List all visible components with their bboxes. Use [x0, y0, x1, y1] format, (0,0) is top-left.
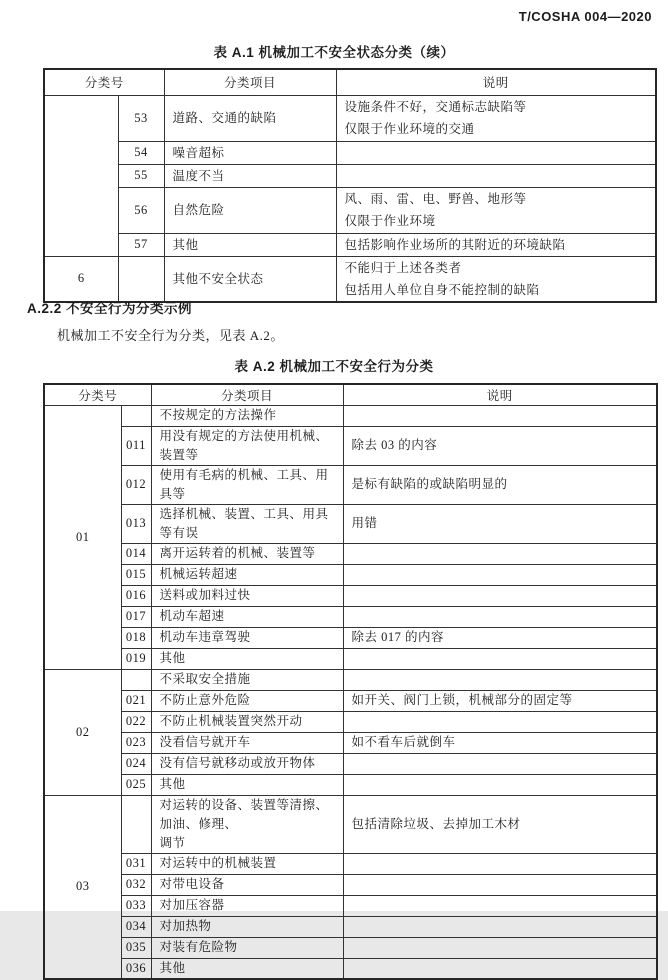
item-cell [151, 504, 343, 543]
item-cell [164, 95, 336, 141]
class-sub-number-cell: 56 [118, 187, 164, 233]
item-line: 对运转的设备、装置等清擦、加油、修理、 [159, 797, 329, 831]
class-sub-number-cell: 021 [121, 690, 151, 711]
item-cell [151, 585, 343, 606]
description-line: 设施条件不好，交通标志缺陷等 [344, 100, 527, 114]
item-line: 机械运转超速 [159, 567, 238, 581]
description-line: 风、雨、雷、电、野兽、地形等 [344, 192, 527, 206]
description-cell [343, 564, 657, 585]
item-cell [151, 648, 343, 669]
class-sub-number-cell [121, 669, 151, 690]
table-row [44, 669, 657, 690]
item-cell [151, 795, 343, 853]
class-sub-number-cell: 024 [121, 753, 151, 774]
table-row [44, 564, 657, 585]
description-cell [343, 543, 657, 564]
class-sub-number-cell: 013 [121, 504, 151, 543]
class-sub-number-cell: 017 [121, 606, 151, 627]
table-row [44, 543, 657, 564]
table-row [44, 874, 657, 895]
item-line: 对带电设备 [159, 877, 225, 891]
item-line: 其他 [172, 237, 199, 252]
item-line: 对运转中的机械装置 [159, 856, 277, 870]
item-line: 其他不安全状态 [172, 271, 264, 286]
class-group-number-cell: 03 [44, 795, 121, 979]
description-cell [343, 405, 657, 426]
description-cell [343, 627, 657, 648]
class-sub-number-cell: 022 [121, 711, 151, 732]
table-row [44, 405, 657, 426]
table-row [44, 732, 657, 753]
table-row [44, 585, 657, 606]
item-line: 其他 [159, 777, 186, 791]
description-line: 不能归于上述各类者 [344, 260, 462, 275]
doc-number: T/COSHA 004—2020 [518, 9, 652, 24]
table-row [44, 627, 657, 648]
table-a1-title: 表 A.1 机械加工不安全状态分类（续） [213, 45, 455, 60]
item-cell [151, 774, 343, 795]
class-sub-number-cell: 032 [121, 874, 151, 895]
class-sub-number-cell: 016 [121, 585, 151, 606]
item-cell [151, 426, 343, 465]
item-line: 自然危险 [172, 203, 225, 217]
table-row [44, 465, 657, 504]
item-cell [151, 937, 343, 958]
class-sub-number-cell: 019 [121, 648, 151, 669]
item-line: 机动车超速 [159, 609, 225, 623]
item-cell [151, 465, 343, 504]
description-cell [343, 853, 657, 874]
description-line: 用错 [351, 516, 378, 530]
item-line: 使用有毛病的机械、工具、用具等 [159, 467, 329, 501]
description-cell [343, 895, 657, 916]
item-cell [151, 669, 343, 690]
item-cell [151, 606, 343, 627]
table-a2 [43, 383, 658, 980]
item-cell [151, 753, 343, 774]
table-row [44, 504, 657, 543]
column-header: 说明 [343, 384, 657, 405]
description-line: 除去 017 的内容 [351, 630, 445, 644]
description-line: 包括用人单位自身不能控制的缺陷 [344, 282, 540, 297]
column-header: 说明 [336, 69, 656, 95]
class-sub-number-cell: 54 [118, 141, 164, 164]
item-line: 其他 [159, 960, 186, 975]
class-sub-number-cell: 031 [121, 853, 151, 874]
description-cell [336, 141, 656, 164]
description-cell [343, 711, 657, 732]
item-cell [151, 916, 343, 937]
item-cell [151, 874, 343, 895]
item-line: 不防止机械装置突然开动 [159, 714, 303, 728]
table-row [44, 795, 657, 853]
description-cell [343, 732, 657, 753]
class-sub-number-cell: 011 [121, 426, 151, 465]
item-cell [151, 732, 343, 753]
description-line: 包括清除垃圾、去掉加工木材 [351, 816, 521, 831]
class-sub-number-cell: 035 [121, 937, 151, 958]
description-line: 是标有缺陷的或缺陷明显的 [351, 477, 508, 491]
item-line: 用没有规定的方法使用机械、装置等 [159, 428, 329, 462]
description-cell [343, 690, 657, 711]
table-a1 [43, 68, 657, 303]
class-sub-number-cell: 036 [121, 958, 151, 979]
description-cell [343, 465, 657, 504]
class-group-number-cell: 6 [44, 256, 118, 302]
item-line: 道路、交通的缺陷 [172, 111, 277, 125]
item-line: 调节 [159, 835, 186, 850]
class-group-number-cell: 02 [44, 669, 121, 795]
column-header: 分类号 [44, 384, 151, 405]
item-cell [164, 164, 336, 187]
item-line: 不按规定的方法操作 [159, 408, 277, 422]
header-row [44, 69, 656, 95]
table-row [44, 774, 657, 795]
table-row [44, 895, 657, 916]
description-line: 如不看车后就倒车 [351, 735, 456, 749]
class-sub-number-cell: 55 [118, 164, 164, 187]
table-row [44, 916, 657, 937]
item-cell [151, 895, 343, 916]
description-cell [336, 187, 656, 233]
table-row [44, 937, 657, 958]
class-sub-number-cell: 53 [118, 95, 164, 141]
class-sub-number-cell: 015 [121, 564, 151, 585]
item-cell [164, 187, 336, 233]
table-row [44, 95, 656, 141]
class-sub-number-cell: 018 [121, 627, 151, 648]
class-sub-number-cell [121, 405, 151, 426]
table-row [44, 164, 656, 187]
section-paragraph: 机械加工不安全行为分类，见表 A.2。 [57, 328, 284, 343]
item-cell [151, 711, 343, 732]
item-cell [151, 543, 343, 564]
description-cell [343, 504, 657, 543]
item-cell [151, 564, 343, 585]
description-cell [343, 753, 657, 774]
class-group-number-cell [44, 95, 118, 256]
column-header: 分类项目 [164, 69, 336, 95]
description-cell [343, 774, 657, 795]
description-cell [336, 256, 656, 302]
description-cell [336, 95, 656, 141]
description-cell [343, 648, 657, 669]
description-cell [343, 958, 657, 979]
item-line: 离开运转着的机械、装置等 [159, 546, 316, 560]
item-line: 没看信号就开车 [159, 735, 251, 749]
section-heading: A.2.2 不安全行为分类示例 [27, 301, 193, 316]
item-cell [151, 690, 343, 711]
table-row [44, 141, 656, 164]
column-header: 分类项目 [151, 384, 343, 405]
item-line: 没有信号就移动或放开物体 [159, 756, 316, 770]
description-cell [343, 669, 657, 690]
item-cell [164, 141, 336, 164]
item-cell [151, 958, 343, 979]
table-a2-title: 表 A.2 机械加工不安全行为分类 [234, 359, 434, 374]
class-sub-number-cell: 012 [121, 465, 151, 504]
description-line: 仅限于作业环境 [344, 214, 436, 228]
column-header: 分类号 [44, 69, 164, 95]
description-line: 包括影响作业场所的其附近的环境缺陷 [344, 237, 566, 252]
item-line: 不防止意外危险 [159, 693, 251, 707]
class-sub-number-cell: 034 [121, 916, 151, 937]
item-line: 对加热物 [159, 919, 212, 933]
header-row [44, 384, 657, 405]
item-cell [151, 405, 343, 426]
description-cell [343, 916, 657, 937]
description-cell [336, 164, 656, 187]
class-sub-number-cell: 023 [121, 732, 151, 753]
table-row [44, 426, 657, 465]
table-row [44, 256, 656, 302]
item-line: 选择机械、装置、工具、用具等有误 [159, 506, 329, 540]
table-row [44, 648, 657, 669]
class-sub-number-cell [121, 795, 151, 853]
item-cell [151, 627, 343, 648]
table-row [44, 187, 656, 233]
table-row [44, 606, 657, 627]
item-line: 其他 [159, 651, 186, 665]
description-cell [336, 233, 656, 256]
table-row [44, 853, 657, 874]
item-line: 送料或加料过快 [159, 588, 251, 602]
class-group-number-cell: 01 [44, 405, 121, 669]
item-line: 温度不当 [172, 168, 225, 183]
class-sub-number-cell: 033 [121, 895, 151, 916]
description-cell [343, 937, 657, 958]
table-row [44, 233, 656, 256]
table-row [44, 958, 657, 979]
description-line: 除去 03 的内容 [351, 438, 438, 452]
item-line: 不采取安全措施 [159, 672, 251, 686]
table-row [44, 690, 657, 711]
class-sub-number-cell: 014 [121, 543, 151, 564]
description-cell [343, 606, 657, 627]
description-line: 仅限于作业环境的交通 [344, 122, 475, 136]
description-cell [343, 585, 657, 606]
description-line: 如开关、阀门上锁，机械部分的固定等 [351, 693, 573, 707]
class-sub-number-cell: 57 [118, 233, 164, 256]
class-sub-number-cell: 025 [121, 774, 151, 795]
item-line: 对装有危险物 [159, 940, 238, 954]
item-line: 对加压容器 [159, 898, 225, 912]
description-cell [343, 874, 657, 895]
item-line: 机动车违章驾驶 [159, 630, 251, 644]
table-row [44, 711, 657, 732]
item-cell [164, 233, 336, 256]
description-cell [343, 426, 657, 465]
class-sub-number-cell [118, 256, 164, 302]
item-cell [151, 853, 343, 874]
description-cell [343, 795, 657, 853]
item-cell [164, 256, 336, 302]
item-line: 噪音超标 [172, 145, 225, 160]
table-row [44, 753, 657, 774]
